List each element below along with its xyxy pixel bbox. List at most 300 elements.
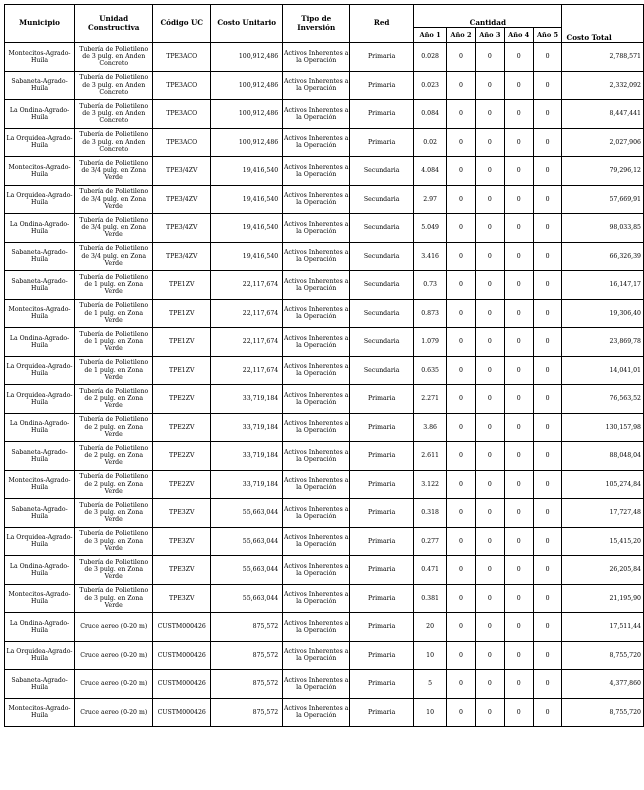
cell-anio-2: 0 — [447, 527, 476, 556]
cell-codigo-uc: TPE3/4ZV — [153, 242, 211, 271]
cell-tipo-inversion: Activos Inherentes a la Operación — [283, 242, 350, 271]
cell-unidad-constructiva: Tubería de Polietileno de 1 pulg. en Zona Verde — [75, 356, 153, 385]
cell-tipo-inversion: Activos Inherentes a la Operación — [283, 328, 350, 357]
cell-unidad-constructiva: Tubería de Polietileno de 3/4 pulg. en Zona Verde — [75, 214, 153, 243]
cell-costo-unitario: 22,117,674 — [211, 299, 283, 328]
cell-anio-3: 0 — [475, 527, 504, 556]
cell-red: Primaria — [350, 470, 414, 499]
cell-anio-2: 0 — [447, 128, 476, 157]
table-row — [5, 584, 644, 613]
cell-anio-4: 0 — [504, 71, 533, 100]
cell-anio-2: 0 — [447, 413, 476, 442]
cell-tipo-inversion: Activos Inherentes a la Operación — [283, 100, 350, 129]
cell-anio-3: 0 — [475, 157, 504, 186]
cell-tipo-inversion: Activos Inherentes a la Operación — [283, 470, 350, 499]
cell-tipo-inversion: Activos Inherentes a la Operación — [283, 271, 350, 300]
header-anio-4: Año 4 — [504, 28, 533, 43]
cell-costo-unitario: 19,416,540 — [211, 157, 283, 186]
cell-red: Primaria — [350, 100, 414, 129]
cell-anio-4: 0 — [504, 43, 533, 72]
cell-codigo-uc: TPE1ZV — [153, 328, 211, 357]
cell-municipio: La Ondina-Agrado-Huila — [5, 214, 75, 243]
cell-costo-total: 79,296,12 — [562, 157, 644, 186]
cell-anio-4: 0 — [504, 214, 533, 243]
cell-red: Primaria — [350, 698, 414, 727]
cell-anio-2: 0 — [447, 356, 476, 385]
cell-tipo-inversion: Activos Inherentes a la Operación — [283, 299, 350, 328]
cell-anio-1: 0.635 — [414, 356, 447, 385]
cell-anio-5: 0 — [533, 356, 562, 385]
cell-red: Secundaria — [350, 157, 414, 186]
cell-codigo-uc: TPE1ZV — [153, 299, 211, 328]
cell-codigo-uc: TPE3ACO — [153, 71, 211, 100]
header-anio-3: Año 3 — [475, 28, 504, 43]
cell-municipio: Montecitos-Agrado-Huila — [5, 43, 75, 72]
cell-codigo-uc: TPE3ACO — [153, 100, 211, 129]
cell-costo-unitario: 19,416,540 — [211, 242, 283, 271]
cell-costo-unitario: 55,663,044 — [211, 499, 283, 528]
cell-anio-2: 0 — [447, 641, 476, 670]
cell-anio-5: 0 — [533, 470, 562, 499]
cell-costo-total: 8,447,441 — [562, 100, 644, 129]
cell-anio-5: 0 — [533, 100, 562, 129]
cell-anio-5: 0 — [533, 584, 562, 613]
cell-municipio: Montecitos-Agrado-Huila — [5, 157, 75, 186]
cell-anio-3: 0 — [475, 413, 504, 442]
cell-costo-total: 16,147,17 — [562, 271, 644, 300]
cell-anio-2: 0 — [447, 442, 476, 471]
cell-anio-1: 0.02 — [414, 128, 447, 157]
cell-anio-1: 10 — [414, 641, 447, 670]
cell-costo-total: 2,332,092 — [562, 71, 644, 100]
cell-costo-unitario: 100,912,486 — [211, 71, 283, 100]
cell-anio-3: 0 — [475, 299, 504, 328]
table-row — [5, 185, 644, 214]
cell-costo-unitario: 33,719,184 — [211, 413, 283, 442]
cell-unidad-constructiva: Tubería de Polietileno de 1 pulg. en Zona Verde — [75, 299, 153, 328]
cell-tipo-inversion: Activos Inherentes a la Operación — [283, 43, 350, 72]
table-row — [5, 698, 644, 727]
cell-costo-total: 105,274,84 — [562, 470, 644, 499]
cell-municipio: Montecitos-Agrado-Huila — [5, 299, 75, 328]
cell-anio-5: 0 — [533, 527, 562, 556]
cell-codigo-uc: CUSTM000426 — [153, 613, 211, 642]
cell-red: Primaria — [350, 71, 414, 100]
cell-municipio: Sabaneta-Agrado-Huila — [5, 242, 75, 271]
cell-anio-3: 0 — [475, 43, 504, 72]
cell-anio-4: 0 — [504, 613, 533, 642]
cell-anio-4: 0 — [504, 641, 533, 670]
cell-codigo-uc: TPE3ZV — [153, 556, 211, 585]
cell-anio-3: 0 — [475, 328, 504, 357]
cell-municipio: Montecitos-Agrado-Huila — [5, 470, 75, 499]
cell-tipo-inversion: Activos Inherentes a la Operación — [283, 641, 350, 670]
cell-tipo-inversion: Activos Inherentes a la Operación — [283, 584, 350, 613]
table-row — [5, 413, 644, 442]
cell-codigo-uc: TPE3ACO — [153, 128, 211, 157]
cell-anio-5: 0 — [533, 328, 562, 357]
cell-red: Secundaria — [350, 242, 414, 271]
cell-anio-1: 5 — [414, 670, 447, 699]
cell-anio-4: 0 — [504, 185, 533, 214]
cell-red: Primaria — [350, 43, 414, 72]
cell-anio-1: 2.611 — [414, 442, 447, 471]
cell-anio-4: 0 — [504, 271, 533, 300]
table-row — [5, 556, 644, 585]
cell-municipio: La Orquidea-Agrado-Huila — [5, 641, 75, 670]
cell-codigo-uc: TPE3ZV — [153, 584, 211, 613]
table-row — [5, 670, 644, 699]
cell-municipio: Sabaneta-Agrado-Huila — [5, 271, 75, 300]
cell-costo-unitario: 875,572 — [211, 698, 283, 727]
cell-anio-2: 0 — [447, 299, 476, 328]
cell-tipo-inversion: Activos Inherentes a la Operación — [283, 128, 350, 157]
cell-anio-1: 0.277 — [414, 527, 447, 556]
cell-codigo-uc: TPE2ZV — [153, 413, 211, 442]
cell-costo-total: 98,033,85 — [562, 214, 644, 243]
cell-municipio: La Ondina-Agrado-Huila — [5, 100, 75, 129]
cell-tipo-inversion: Activos Inherentes a la Operación — [283, 670, 350, 699]
cell-codigo-uc: TPE3ACO — [153, 43, 211, 72]
header-anio-2: Año 2 — [447, 28, 476, 43]
cell-anio-2: 0 — [447, 185, 476, 214]
cell-anio-2: 0 — [447, 613, 476, 642]
cell-costo-unitario: 875,572 — [211, 670, 283, 699]
cell-anio-3: 0 — [475, 670, 504, 699]
cell-unidad-constructiva: Tubería de Polietileno de 3/4 pulg. en Zona Verde — [75, 242, 153, 271]
cell-costo-total: 8,755,720 — [562, 641, 644, 670]
cell-tipo-inversion: Activos Inherentes a la Operación — [283, 613, 350, 642]
cell-tipo-inversion: Activos Inherentes a la Operación — [283, 157, 350, 186]
cell-anio-1: 5.049 — [414, 214, 447, 243]
table-header — [5, 5, 644, 43]
cell-municipio: Sabaneta-Agrado-Huila — [5, 670, 75, 699]
investment-table — [4, 4, 644, 727]
cell-anio-5: 0 — [533, 271, 562, 300]
cell-unidad-constructiva: Cruce aereo (0-20 m) — [75, 613, 153, 642]
cell-codigo-uc: CUSTM000426 — [153, 670, 211, 699]
cell-red: Primaria — [350, 499, 414, 528]
cell-red: Primaria — [350, 442, 414, 471]
cell-anio-5: 0 — [533, 499, 562, 528]
cell-municipio: Sabaneta-Agrado-Huila — [5, 71, 75, 100]
cell-anio-2: 0 — [447, 100, 476, 129]
cell-codigo-uc: TPE2ZV — [153, 442, 211, 471]
table-row — [5, 157, 644, 186]
cell-anio-4: 0 — [504, 556, 533, 585]
cell-anio-5: 0 — [533, 413, 562, 442]
cell-anio-5: 0 — [533, 157, 562, 186]
cell-anio-5: 0 — [533, 385, 562, 414]
cell-costo-unitario: 33,719,184 — [211, 442, 283, 471]
cell-anio-5: 0 — [533, 43, 562, 72]
cell-municipio: La Orquidea-Agrado-Huila — [5, 385, 75, 414]
cell-anio-2: 0 — [447, 698, 476, 727]
cell-municipio: Montecitos-Agrado-Huila — [5, 584, 75, 613]
cell-unidad-constructiva: Tubería de Polietileno de 1 pulg. en Zona Verde — [75, 271, 153, 300]
cell-costo-unitario: 33,719,184 — [211, 470, 283, 499]
cell-costo-unitario: 19,416,540 — [211, 185, 283, 214]
cell-anio-4: 0 — [504, 413, 533, 442]
cell-costo-unitario: 875,572 — [211, 641, 283, 670]
cell-municipio: La Ondina-Agrado-Huila — [5, 413, 75, 442]
cell-unidad-constructiva: Tubería de Polietileno de 2 pulg. en Zona Verde — [75, 442, 153, 471]
cell-tipo-inversion: Activos Inherentes a la Operación — [283, 185, 350, 214]
cell-anio-4: 0 — [504, 328, 533, 357]
cell-red: Secundaria — [350, 185, 414, 214]
cell-tipo-inversion: Activos Inherentes a la Operación — [283, 556, 350, 585]
header-anio-5: Año 5 — [533, 28, 562, 43]
cell-red: Secundaria — [350, 214, 414, 243]
cell-anio-3: 0 — [475, 584, 504, 613]
cell-costo-total: 23,869,78 — [562, 328, 644, 357]
cell-anio-5: 0 — [533, 185, 562, 214]
cell-municipio: Sabaneta-Agrado-Huila — [5, 499, 75, 528]
cell-municipio: La Orquidea-Agrado-Huila — [5, 185, 75, 214]
cell-codigo-uc: TPE3/4ZV — [153, 214, 211, 243]
cell-codigo-uc: TPE3/4ZV — [153, 157, 211, 186]
header-codigo-uc: Código UC — [153, 5, 211, 43]
cell-anio-3: 0 — [475, 698, 504, 727]
cell-red: Primaria — [350, 584, 414, 613]
cell-costo-unitario: 33,719,184 — [211, 385, 283, 414]
cell-unidad-constructiva: Cruce aereo (0-20 m) — [75, 641, 153, 670]
cell-costo-total: 4,377,860 — [562, 670, 644, 699]
cell-anio-2: 0 — [447, 271, 476, 300]
table-row — [5, 442, 644, 471]
cell-anio-2: 0 — [447, 43, 476, 72]
cell-anio-5: 0 — [533, 556, 562, 585]
cell-anio-3: 0 — [475, 641, 504, 670]
table-row — [5, 641, 644, 670]
cell-codigo-uc: TPE3ZV — [153, 499, 211, 528]
cell-costo-unitario: 100,912,486 — [211, 128, 283, 157]
cell-anio-1: 0.73 — [414, 271, 447, 300]
cell-anio-2: 0 — [447, 499, 476, 528]
cell-red: Primaria — [350, 670, 414, 699]
table-row — [5, 242, 644, 271]
cell-codigo-uc: TPE2ZV — [153, 385, 211, 414]
cell-costo-unitario: 22,117,674 — [211, 328, 283, 357]
cell-red: Secundaria — [350, 356, 414, 385]
cell-anio-1: 1.079 — [414, 328, 447, 357]
cell-tipo-inversion: Activos Inherentes a la Operación — [283, 698, 350, 727]
cell-anio-2: 0 — [447, 157, 476, 186]
cell-anio-1: 0.873 — [414, 299, 447, 328]
cell-anio-1: 0.381 — [414, 584, 447, 613]
cell-anio-2: 0 — [447, 242, 476, 271]
cell-red: Primaria — [350, 385, 414, 414]
cell-anio-4: 0 — [504, 527, 533, 556]
table-row — [5, 613, 644, 642]
cell-municipio: La Orquidea-Agrado-Huila — [5, 128, 75, 157]
header-unidad-constructiva: Unidad Constructiva — [75, 5, 153, 43]
table-row — [5, 271, 644, 300]
cell-red: Primaria — [350, 413, 414, 442]
cell-anio-2: 0 — [447, 214, 476, 243]
cell-anio-4: 0 — [504, 157, 533, 186]
cell-anio-3: 0 — [475, 214, 504, 243]
cell-anio-2: 0 — [447, 385, 476, 414]
cell-anio-2: 0 — [447, 556, 476, 585]
cell-red: Primaria — [350, 128, 414, 157]
cell-codigo-uc: TPE3ZV — [153, 527, 211, 556]
cell-costo-unitario: 55,663,044 — [211, 527, 283, 556]
cell-anio-2: 0 — [447, 328, 476, 357]
cell-anio-2: 0 — [447, 584, 476, 613]
cell-anio-5: 0 — [533, 442, 562, 471]
table-row — [5, 499, 644, 528]
cell-red: Secundaria — [350, 299, 414, 328]
cell-municipio: La Orquidea-Agrado-Huila — [5, 527, 75, 556]
cell-anio-4: 0 — [504, 356, 533, 385]
table-row — [5, 385, 644, 414]
cell-costo-total: 130,157,98 — [562, 413, 644, 442]
cell-red: Secundaria — [350, 271, 414, 300]
cell-municipio: La Orquidea-Agrado-Huila — [5, 356, 75, 385]
table-row — [5, 100, 644, 129]
cell-anio-4: 0 — [504, 470, 533, 499]
table-row — [5, 43, 644, 72]
cell-unidad-constructiva: Tubería de Polietileno de 3 pulg. en Zona Verde — [75, 556, 153, 585]
cell-anio-4: 0 — [504, 670, 533, 699]
cell-anio-1: 3.122 — [414, 470, 447, 499]
cell-tipo-inversion: Activos Inherentes a la Operación — [283, 527, 350, 556]
cell-unidad-constructiva: Cruce aereo (0-20 m) — [75, 670, 153, 699]
cell-anio-5: 0 — [533, 128, 562, 157]
cell-anio-3: 0 — [475, 271, 504, 300]
cell-anio-3: 0 — [475, 470, 504, 499]
cell-costo-total: 17,727,48 — [562, 499, 644, 528]
table-row — [5, 299, 644, 328]
cell-unidad-constructiva: Tubería de Polietileno de 3/4 pulg. en Zona Verde — [75, 185, 153, 214]
cell-unidad-constructiva: Tubería de Polietileno de 3 pulg. en Zona Verde — [75, 499, 153, 528]
cell-anio-1: 10 — [414, 698, 447, 727]
cell-anio-3: 0 — [475, 613, 504, 642]
cell-costo-total: 19,306,40 — [562, 299, 644, 328]
cell-costo-total: 26,205,84 — [562, 556, 644, 585]
cell-anio-1: 4.084 — [414, 157, 447, 186]
cell-anio-5: 0 — [533, 641, 562, 670]
cell-tipo-inversion: Activos Inherentes a la Operación — [283, 413, 350, 442]
cell-tipo-inversion: Activos Inherentes a la Operación — [283, 71, 350, 100]
cell-costo-unitario: 55,663,044 — [211, 556, 283, 585]
cell-anio-5: 0 — [533, 670, 562, 699]
cell-anio-3: 0 — [475, 385, 504, 414]
cell-red: Primaria — [350, 527, 414, 556]
cell-costo-total: 21,195,90 — [562, 584, 644, 613]
cell-anio-5: 0 — [533, 299, 562, 328]
table-row — [5, 128, 644, 157]
cell-costo-unitario: 875,572 — [211, 613, 283, 642]
cell-costo-total: 14,041,01 — [562, 356, 644, 385]
cell-municipio: Montecitos-Agrado-Huila — [5, 698, 75, 727]
header-cantidad: Cantidad — [414, 5, 562, 28]
cell-red: Primaria — [350, 641, 414, 670]
cell-anio-3: 0 — [475, 128, 504, 157]
cell-costo-total: 8,755,720 — [562, 698, 644, 727]
header-costo-unitario: Costo Unitario — [211, 5, 283, 43]
cell-unidad-constructiva: Tubería de Polietileno de 3 pulg. en Anden Concreto — [75, 43, 153, 72]
table-row — [5, 470, 644, 499]
cell-anio-5: 0 — [533, 214, 562, 243]
cell-unidad-constructiva: Tubería de Polietileno de 3 pulg. en Anden Concreto — [75, 100, 153, 129]
cell-anio-4: 0 — [504, 385, 533, 414]
cell-municipio: La Ondina-Agrado-Huila — [5, 613, 75, 642]
cell-codigo-uc: TPE1ZV — [153, 271, 211, 300]
cell-anio-3: 0 — [475, 100, 504, 129]
cell-unidad-constructiva: Tubería de Polietileno de 3 pulg. en Zona Verde — [75, 527, 153, 556]
cell-costo-total: 66,326,39 — [562, 242, 644, 271]
cell-costo-total: 88,048,04 — [562, 442, 644, 471]
table-row — [5, 214, 644, 243]
cell-anio-1: 20 — [414, 613, 447, 642]
cell-costo-unitario: 100,912,486 — [211, 100, 283, 129]
cell-costo-unitario: 22,117,674 — [211, 271, 283, 300]
cell-costo-total: 57,669,91 — [562, 185, 644, 214]
cell-unidad-constructiva: Tubería de Polietileno de 1 pulg. en Zona Verde — [75, 328, 153, 357]
cell-anio-1: 0.318 — [414, 499, 447, 528]
cell-costo-total: 2,027,906 — [562, 128, 644, 157]
cell-costo-total: 17,511,44 — [562, 613, 644, 642]
cell-municipio: La Ondina-Agrado-Huila — [5, 328, 75, 357]
table-body — [5, 43, 644, 727]
cell-anio-4: 0 — [504, 128, 533, 157]
header-costo-total: Costo Total — [562, 5, 644, 43]
cell-codigo-uc: CUSTM000426 — [153, 698, 211, 727]
cell-unidad-constructiva: Cruce aereo (0-20 m) — [75, 698, 153, 727]
cell-unidad-constructiva: Tubería de Polietileno de 2 pulg. en Zona Verde — [75, 470, 153, 499]
cell-anio-4: 0 — [504, 442, 533, 471]
cell-unidad-constructiva: Tubería de Polietileno de 3/4 pulg. en Zona Verde — [75, 157, 153, 186]
cell-costo-unitario: 19,416,540 — [211, 214, 283, 243]
cell-anio-3: 0 — [475, 185, 504, 214]
cell-anio-1: 0.023 — [414, 71, 447, 100]
cell-anio-1: 0.084 — [414, 100, 447, 129]
cell-anio-5: 0 — [533, 698, 562, 727]
cell-costo-total: 76,563,52 — [562, 385, 644, 414]
cell-anio-3: 0 — [475, 356, 504, 385]
cell-costo-total: 15,415,20 — [562, 527, 644, 556]
cell-anio-2: 0 — [447, 670, 476, 699]
cell-codigo-uc: TPE1ZV — [153, 356, 211, 385]
cell-anio-1: 3.416 — [414, 242, 447, 271]
table-row — [5, 356, 644, 385]
header-anio-1: Año 1 — [414, 28, 447, 43]
cell-anio-5: 0 — [533, 71, 562, 100]
cell-unidad-constructiva: Tubería de Polietileno de 3 pulg. en Anden Concreto — [75, 71, 153, 100]
cell-anio-4: 0 — [504, 100, 533, 129]
cell-anio-1: 2.271 — [414, 385, 447, 414]
header-tipo-inversion: Tipo de Inversión — [283, 5, 350, 43]
cell-anio-1: 0.471 — [414, 556, 447, 585]
cell-unidad-constructiva: Tubería de Polietileno de 3 pulg. en Anden Concreto — [75, 128, 153, 157]
cell-anio-5: 0 — [533, 613, 562, 642]
cell-anio-5: 0 — [533, 242, 562, 271]
cell-costo-unitario: 55,663,044 — [211, 584, 283, 613]
cell-anio-1: 3.86 — [414, 413, 447, 442]
cell-tipo-inversion: Activos Inherentes a la Operación — [283, 214, 350, 243]
cell-anio-4: 0 — [504, 242, 533, 271]
cell-red: Primaria — [350, 613, 414, 642]
cell-tipo-inversion: Activos Inherentes a la Operación — [283, 385, 350, 414]
cell-costo-unitario: 22,117,674 — [211, 356, 283, 385]
table-row — [5, 527, 644, 556]
cell-anio-2: 0 — [447, 470, 476, 499]
cell-costo-total: 2,788,571 — [562, 43, 644, 72]
cell-unidad-constructiva: Tubería de Polietileno de 3 pulg. en Zona Verde — [75, 584, 153, 613]
cell-anio-3: 0 — [475, 499, 504, 528]
